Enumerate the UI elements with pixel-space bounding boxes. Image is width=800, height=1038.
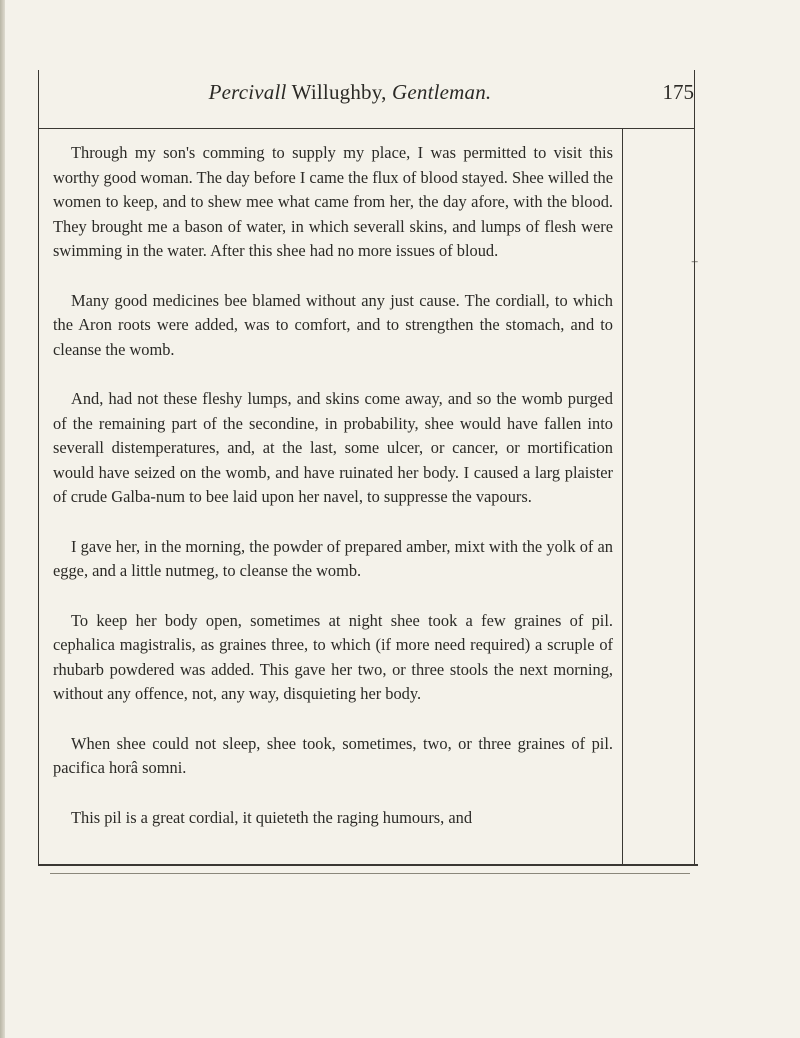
running-header [40, 72, 700, 112]
paragraph-fleshy-lumps: And, had not these fleshy lumps, and skins come away, and so the womb purged of the remaining part of the secondine, in probability, shee would have fallen into severall distemperatures, and, at the last, some ulcer, or cancer, or mortification would have seized on the womb, and have ruinated her body. I caused a larg plaister of crude Galba-num to bee laid upon her navel, to suppresse the vapours. [53, 389, 613, 506]
frame-bottom-shadow-rule [50, 873, 690, 874]
running-title [40, 80, 660, 105]
body-text [53, 141, 613, 855]
paragraph-medicines: Many good medicines bee blamed without any just cause. The cordiall, to which the Aron roots were added, was to comfort, and to strengthen the stomach, and to cleanse the womb. [53, 290, 613, 359]
paragraph-body-open: To keep her body open, sometimes at night shee took a few graines of pil. cephalica magistralis, as graines three, to which (if more need required) a scruple of rhubarb powdered was added. This gave her two, or three stools the next morning, without any offence, not, any way, disquieting her body. [53, 610, 613, 703]
running-title-rank: Gentleman. [391, 80, 492, 104]
running-title-surname: Willughby, [286, 80, 392, 104]
frame-top-rule [38, 128, 695, 129]
frame-left-rule [38, 70, 39, 864]
paragraph-cordial: This pil is a great cordial, it quieteth the raging humours, and [71, 807, 473, 827]
frame-outer-right-rule [694, 70, 695, 864]
paragraph-visit: Through my son's comming to supply my place, I was permitted to visit this worthy good woman. The day before I came the flux of blood stayed. Shee willed the women to keep, and to shew mee what came from her, the day afore, with the blood. They brought me a bason of water, in which severall skins, and lumps of flesh were swimming in the water. After this shee had no more issues of bloud. [53, 143, 614, 260]
paragraph-amber: I gave her, in the morning, the powder of prepared amber, mixt with the yolk of an egge, and a little nutmeg, to cleanse the womb. [53, 536, 613, 580]
margin-cross-mark: + [691, 254, 699, 269]
running-title-name: Percivall [208, 80, 287, 104]
paragraph-sleep: When shee could not sleep, shee took, sometimes, two, or three graines of pil. pacifica horâ somni. [53, 733, 613, 777]
frame-bottom-rule [38, 864, 698, 866]
page-number: 175 [662, 80, 694, 104]
frame-inner-right-rule [622, 128, 623, 864]
